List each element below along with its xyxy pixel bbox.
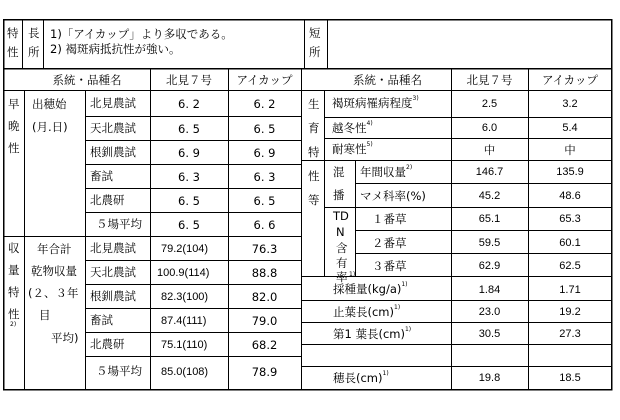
chosho-label-2: 所 bbox=[28, 45, 40, 59]
konha-value-a: 146.7 bbox=[475, 166, 504, 178]
tdn-label-2: N bbox=[336, 225, 345, 239]
growth-value-b: 3.2 bbox=[562, 98, 578, 110]
g2-value-b: 76.3 bbox=[251, 242, 278, 256]
growth-note: 5) bbox=[366, 141, 373, 148]
tdn-label-1: TD bbox=[333, 209, 349, 223]
g1-value-a: 6. 2 bbox=[178, 97, 200, 111]
g1-avg-a: 6. 5 bbox=[178, 218, 200, 232]
konha-name: 年間収量 bbox=[360, 165, 406, 179]
measure-value-b: 19.2 bbox=[559, 306, 581, 318]
growth-note: 4) bbox=[366, 120, 373, 127]
measure-value-a: 19.8 bbox=[478, 372, 501, 384]
g2-value-b: 82.0 bbox=[251, 290, 278, 304]
konha-value-b: 48.6 bbox=[559, 190, 581, 202]
konha-label-2: 播 bbox=[333, 188, 345, 202]
growth-value-a: 中 bbox=[483, 143, 496, 157]
right-label-3: 特 bbox=[308, 145, 320, 159]
chosho-line-2: 2) 褐斑病抵抗性が強い。 bbox=[50, 42, 181, 56]
g2-site: 北農研 bbox=[90, 337, 125, 351]
g2-value-b: 79.0 bbox=[251, 314, 278, 328]
g1-sub-1: 出穂始 bbox=[32, 97, 67, 111]
growth-name: 越冬性 bbox=[332, 121, 367, 135]
g2-site: 北見農試 bbox=[90, 241, 136, 255]
g2-avg-a: 85.0(108) bbox=[161, 366, 209, 378]
right-label-2: 育 bbox=[308, 121, 320, 135]
g1-sub-2: (月.日) bbox=[32, 120, 68, 134]
tdn-value-b: 62.5 bbox=[559, 260, 581, 272]
g2-site: 根釧農試 bbox=[90, 289, 136, 303]
measure-name: 採種量(kg/a) bbox=[333, 282, 402, 296]
tansho-label-2: 所 bbox=[309, 45, 321, 59]
g2-value-a: 75.1(110) bbox=[161, 339, 208, 351]
g2-label-4: 性 bbox=[8, 307, 20, 321]
right-header-c2: アイカップ bbox=[541, 73, 598, 87]
g2-value-a: 87.4(111) bbox=[161, 315, 207, 327]
measure-row-name bbox=[333, 282, 408, 296]
g1-avg-b: 6. 6 bbox=[253, 218, 276, 232]
growth-row-name bbox=[332, 96, 419, 110]
g2-avg-site: ５場平均 bbox=[96, 364, 142, 378]
g2-sub-3: (２、３年 bbox=[28, 286, 79, 300]
g2-value-a: 100.9(114) bbox=[157, 267, 210, 279]
tdn-value-b: 60.1 bbox=[559, 237, 581, 249]
tdn-value-a: 62.9 bbox=[478, 260, 501, 272]
g2-sub-5: 平均) bbox=[51, 331, 79, 345]
tdn-label-3: 含 bbox=[336, 241, 348, 255]
tdn-name: １番草 bbox=[372, 212, 407, 226]
growth-row-name bbox=[332, 121, 373, 135]
growth-name: 褐斑病罹病程度 bbox=[332, 96, 413, 110]
growth-value-b: 5.4 bbox=[562, 122, 578, 134]
growth-name: 耐寒性 bbox=[332, 142, 367, 156]
tdn-name: ２番草 bbox=[372, 236, 407, 250]
growth-note: 3) bbox=[412, 95, 419, 102]
tokusei-label-2: 性 bbox=[7, 45, 19, 59]
g1-value-b: 6. 9 bbox=[253, 146, 276, 160]
g2-sub-2: 乾物収量 bbox=[31, 264, 77, 278]
measure-note: 1) bbox=[394, 304, 401, 311]
right-label-1: 生 bbox=[308, 97, 320, 111]
g2-value-a: 82.3(100) bbox=[161, 291, 209, 303]
growth-row-name bbox=[332, 142, 373, 156]
konha-note: 2) bbox=[406, 164, 413, 171]
measure-row-name bbox=[333, 371, 389, 385]
measure-value-a: 30.5 bbox=[478, 328, 501, 340]
g1-site: 畜試 bbox=[90, 169, 113, 183]
g1-label-2: 晩 bbox=[8, 119, 20, 133]
konha-row-name bbox=[360, 165, 412, 179]
g2-value-b: 68.2 bbox=[251, 338, 278, 352]
g1-value-a: 6. 9 bbox=[178, 146, 200, 160]
growth-value-a: 2.5 bbox=[481, 98, 498, 110]
right-header-name: 系統・品種名 bbox=[353, 73, 422, 87]
g2-sub-1: 年合計 bbox=[37, 242, 72, 256]
measure-note: 1) bbox=[382, 370, 389, 377]
tdn-value-a: 59.5 bbox=[478, 237, 501, 249]
g1-site: 北農研 bbox=[90, 193, 125, 207]
g1-avg-site: ５場平均 bbox=[96, 217, 142, 231]
tansho-label-1: 短 bbox=[309, 26, 321, 40]
left-header-c1: 北見７号 bbox=[166, 73, 212, 87]
g1-value-b: 6. 5 bbox=[253, 194, 276, 208]
g2-label-1: 収 bbox=[8, 241, 20, 255]
growth-value-b: 中 bbox=[564, 143, 576, 157]
g2-value-b: 88.8 bbox=[251, 266, 278, 280]
g2-label-2: 量 bbox=[8, 263, 20, 277]
tdn-label-note: 1) bbox=[349, 271, 356, 278]
g2-label-note: 2) bbox=[10, 321, 17, 328]
konha-value-a: 45.2 bbox=[478, 190, 501, 202]
g1-value-a: 6. 5 bbox=[178, 194, 200, 208]
measure-value-b: 27.3 bbox=[559, 328, 581, 340]
g1-value-b: 6. 3 bbox=[253, 170, 276, 184]
chosho-line-1: 1)「アイカップ」より多収である。 bbox=[50, 27, 233, 41]
g1-site: 天北農試 bbox=[90, 121, 136, 135]
g1-value-a: 6. 3 bbox=[178, 170, 200, 184]
g2-sub-4: 目 bbox=[39, 308, 51, 322]
g1-site: 根釧農試 bbox=[90, 145, 136, 159]
measure-note: 1) bbox=[404, 326, 412, 333]
g1-value-a: 6. 5 bbox=[178, 122, 200, 136]
left-header-c2: アイカップ bbox=[236, 73, 293, 87]
konha-label-1: 混 bbox=[333, 165, 345, 179]
tdn-name: ３番草 bbox=[372, 259, 407, 273]
g2-label-3: 特 bbox=[8, 285, 20, 299]
measure-value-b: 18.5 bbox=[559, 372, 581, 384]
g2-avg-b: 78.9 bbox=[251, 365, 278, 379]
measure-value-a: 1.84 bbox=[478, 284, 501, 296]
g1-value-b: 6. 5 bbox=[253, 122, 276, 136]
right-header-c1: 北見７号 bbox=[466, 73, 513, 87]
chosho-label-1: 長 bbox=[28, 26, 40, 40]
tdn-label-5: 率 bbox=[336, 270, 348, 284]
g1-label-3: 性 bbox=[8, 141, 20, 155]
measure-note: 1) bbox=[401, 281, 408, 288]
tdn-value-a: 65.1 bbox=[478, 213, 501, 225]
right-label-4: 性 bbox=[308, 169, 320, 183]
g2-site: 天北農試 bbox=[90, 265, 136, 279]
left-header-name: 系統・品種名 bbox=[52, 73, 122, 87]
right-label-5: 等 bbox=[308, 193, 320, 207]
measure-value-a: 23.0 bbox=[478, 306, 501, 318]
g1-site: 北見農試 bbox=[90, 96, 136, 110]
measure-name: 第1 葉長(cm) bbox=[333, 327, 405, 341]
measure-value-b: 1.71 bbox=[559, 284, 581, 296]
measure-name: 穂長(cm) bbox=[333, 371, 383, 385]
tokusei-label-1: 特 bbox=[7, 26, 19, 40]
tdn-label-4: 有 bbox=[336, 256, 348, 270]
tdn-value-b: 65.3 bbox=[559, 213, 581, 225]
g1-label-1: 早 bbox=[8, 97, 20, 111]
g2-site: 畜試 bbox=[90, 313, 113, 327]
g1-value-b: 6. 2 bbox=[253, 97, 276, 111]
measure-row-name bbox=[333, 305, 400, 319]
measure-name: 止葉長(cm) bbox=[333, 305, 394, 319]
konha-value-b: 135.9 bbox=[556, 166, 584, 178]
g2-value-a: 79.2(104) bbox=[161, 243, 209, 255]
measure-row-name bbox=[333, 327, 411, 341]
konha-name: マメ科率(%) bbox=[360, 189, 426, 203]
growth-value-a: 6.0 bbox=[481, 122, 498, 134]
